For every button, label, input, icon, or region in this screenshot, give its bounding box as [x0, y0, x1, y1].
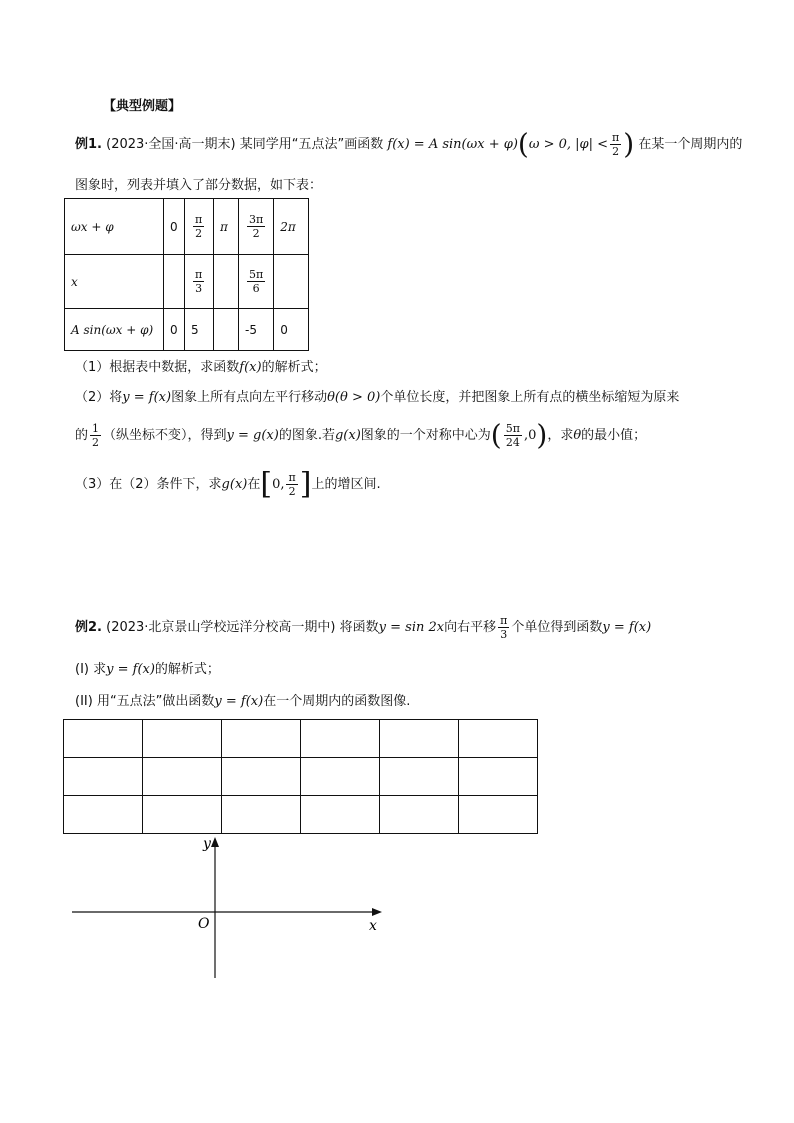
table-cell — [380, 720, 459, 758]
table-cell: 5 — [185, 309, 214, 351]
table-cell — [164, 255, 185, 309]
table-cell — [64, 796, 143, 834]
table-row — [64, 758, 538, 796]
empty-grid-table — [63, 719, 538, 834]
ex1-question2-line2: 的 $\frac{1}{2}$ （纵坐标不变），得到y = g(x)的图象.若g(x)图象的一个对称中心为( $\frac{5\pi}{24}$ ,0)，求θ的最小值； — [75, 418, 647, 452]
frac-5pi-over-24: $\frac{5\pi}{24}$ — [505, 422, 520, 449]
table-cell — [239, 255, 274, 309]
five-point-table — [64, 198, 309, 351]
table-cell — [459, 720, 538, 758]
table-cell: 2π — [274, 199, 309, 255]
table-cell: -5 — [239, 309, 274, 351]
table-cell — [185, 255, 214, 309]
table-cell — [222, 796, 301, 834]
frac-pi-over-2: $\frac{\pi}{2}$ — [195, 213, 203, 240]
coordinate-axes — [60, 830, 400, 990]
table-cell — [222, 720, 301, 758]
ex2-question1: (I) 求y = f(x)的解析式； — [75, 662, 220, 677]
row-head-x: x — [65, 255, 164, 309]
frac-pi-over-2: $\frac{\pi}{2}$ — [612, 131, 620, 158]
x-axis-label: x — [369, 918, 377, 934]
table-cell — [301, 720, 380, 758]
table-cell — [64, 720, 143, 758]
table-cell: 0 — [164, 309, 185, 351]
table-cell — [143, 796, 222, 834]
table-cell — [214, 255, 239, 309]
example1-line1: 例1. (2023·全国·高一期末) 某同学用“五点法”画函数 f(x) = A sin(ωx + φ)(ω > 0, |φ| < $\frac{\pi}{2}$ ) 在某一个周期内的 — [75, 127, 743, 161]
example1-tail: 在某一个周期内的 — [638, 137, 743, 152]
example1-source: (2023·全国·高一期末) — [106, 137, 236, 152]
x-axis-arrow — [372, 908, 382, 916]
frac-pi-over-2: $\frac{\pi}{2}$ — [288, 471, 296, 498]
ex1-question1: （1）根据表中数据，求函数f(x)的解析式； — [75, 360, 327, 375]
example2-source: (2023·北京景山学校远洋分校高一期中) — [106, 620, 336, 635]
frac-pi-over-3: $\frac{\pi}{3}$ — [500, 614, 508, 641]
example1-condition: ω > 0, |φ| < — [528, 137, 609, 152]
example1-line2: 图象时，列表并填入了部分数据，如下表： — [75, 178, 323, 193]
table-cell — [274, 255, 309, 309]
ex2-question2: (II) 用“五点法”做出函数y = f(x)在一个周期内的函数图像. — [75, 694, 411, 709]
frac-one-half: $\frac{1}{2}$ — [92, 422, 100, 449]
example1-function: f(x) = A sin(ωx + φ) — [387, 137, 518, 152]
frac-3pi-over-2: $\frac{3\pi}{2}$ — [249, 213, 264, 240]
origin-label: O — [198, 916, 210, 932]
table-cell — [380, 796, 459, 834]
example1-intro: 某同学用“五点法”画函数 — [239, 137, 384, 152]
table-cell: π — [214, 199, 239, 255]
table-cell — [222, 758, 301, 796]
frac-pi-over-3: $\frac{\pi}{3}$ — [195, 268, 203, 295]
frac-5pi-over-6: $\frac{5\pi}{6}$ — [249, 268, 264, 295]
ex1-question2-line1: （2）将y = f(x)图象上所有点向左平行移动θ(θ > 0)个单位长度，并把图象上所有点的横坐标缩短为原来 — [75, 390, 680, 405]
table-cell — [214, 309, 239, 351]
table-row — [64, 720, 538, 758]
example2-line1: 例2. (2023·北京景山学校远洋分校高一期中) 将函数y = sin 2x向右平移 $\frac{\pi}{3}$ 个单位得到函数y = f(x) — [75, 614, 652, 641]
table-cell — [239, 199, 274, 255]
row-head-phase: ωx + φ — [65, 199, 164, 255]
y-axis-label: y — [203, 836, 211, 852]
table-cell — [459, 796, 538, 834]
table-cell: 0 — [274, 309, 309, 351]
table-cell — [380, 758, 459, 796]
table-row — [65, 199, 309, 255]
table-cell — [301, 796, 380, 834]
ex1-question3: （3）在（2）条件下，求g(x)在[0, $\frac{\pi}{2}$ ]上的增区间. — [75, 466, 381, 502]
table-cell — [185, 199, 214, 255]
table-cell — [459, 758, 538, 796]
table-cell — [143, 758, 222, 796]
example2-label: 例2. — [75, 620, 102, 635]
table-cell — [64, 758, 143, 796]
example1-label: 例1. — [75, 137, 102, 152]
table-row — [65, 255, 309, 309]
table-row — [64, 796, 538, 834]
section-title: 【典型例题】 — [103, 99, 182, 114]
y-axis-arrow — [211, 837, 219, 847]
row-head-value: A sin(ωx + φ) — [65, 309, 164, 351]
table-cell: 0 — [164, 199, 185, 255]
table-row — [65, 309, 309, 351]
table-cell — [301, 758, 380, 796]
table-cell — [143, 720, 222, 758]
